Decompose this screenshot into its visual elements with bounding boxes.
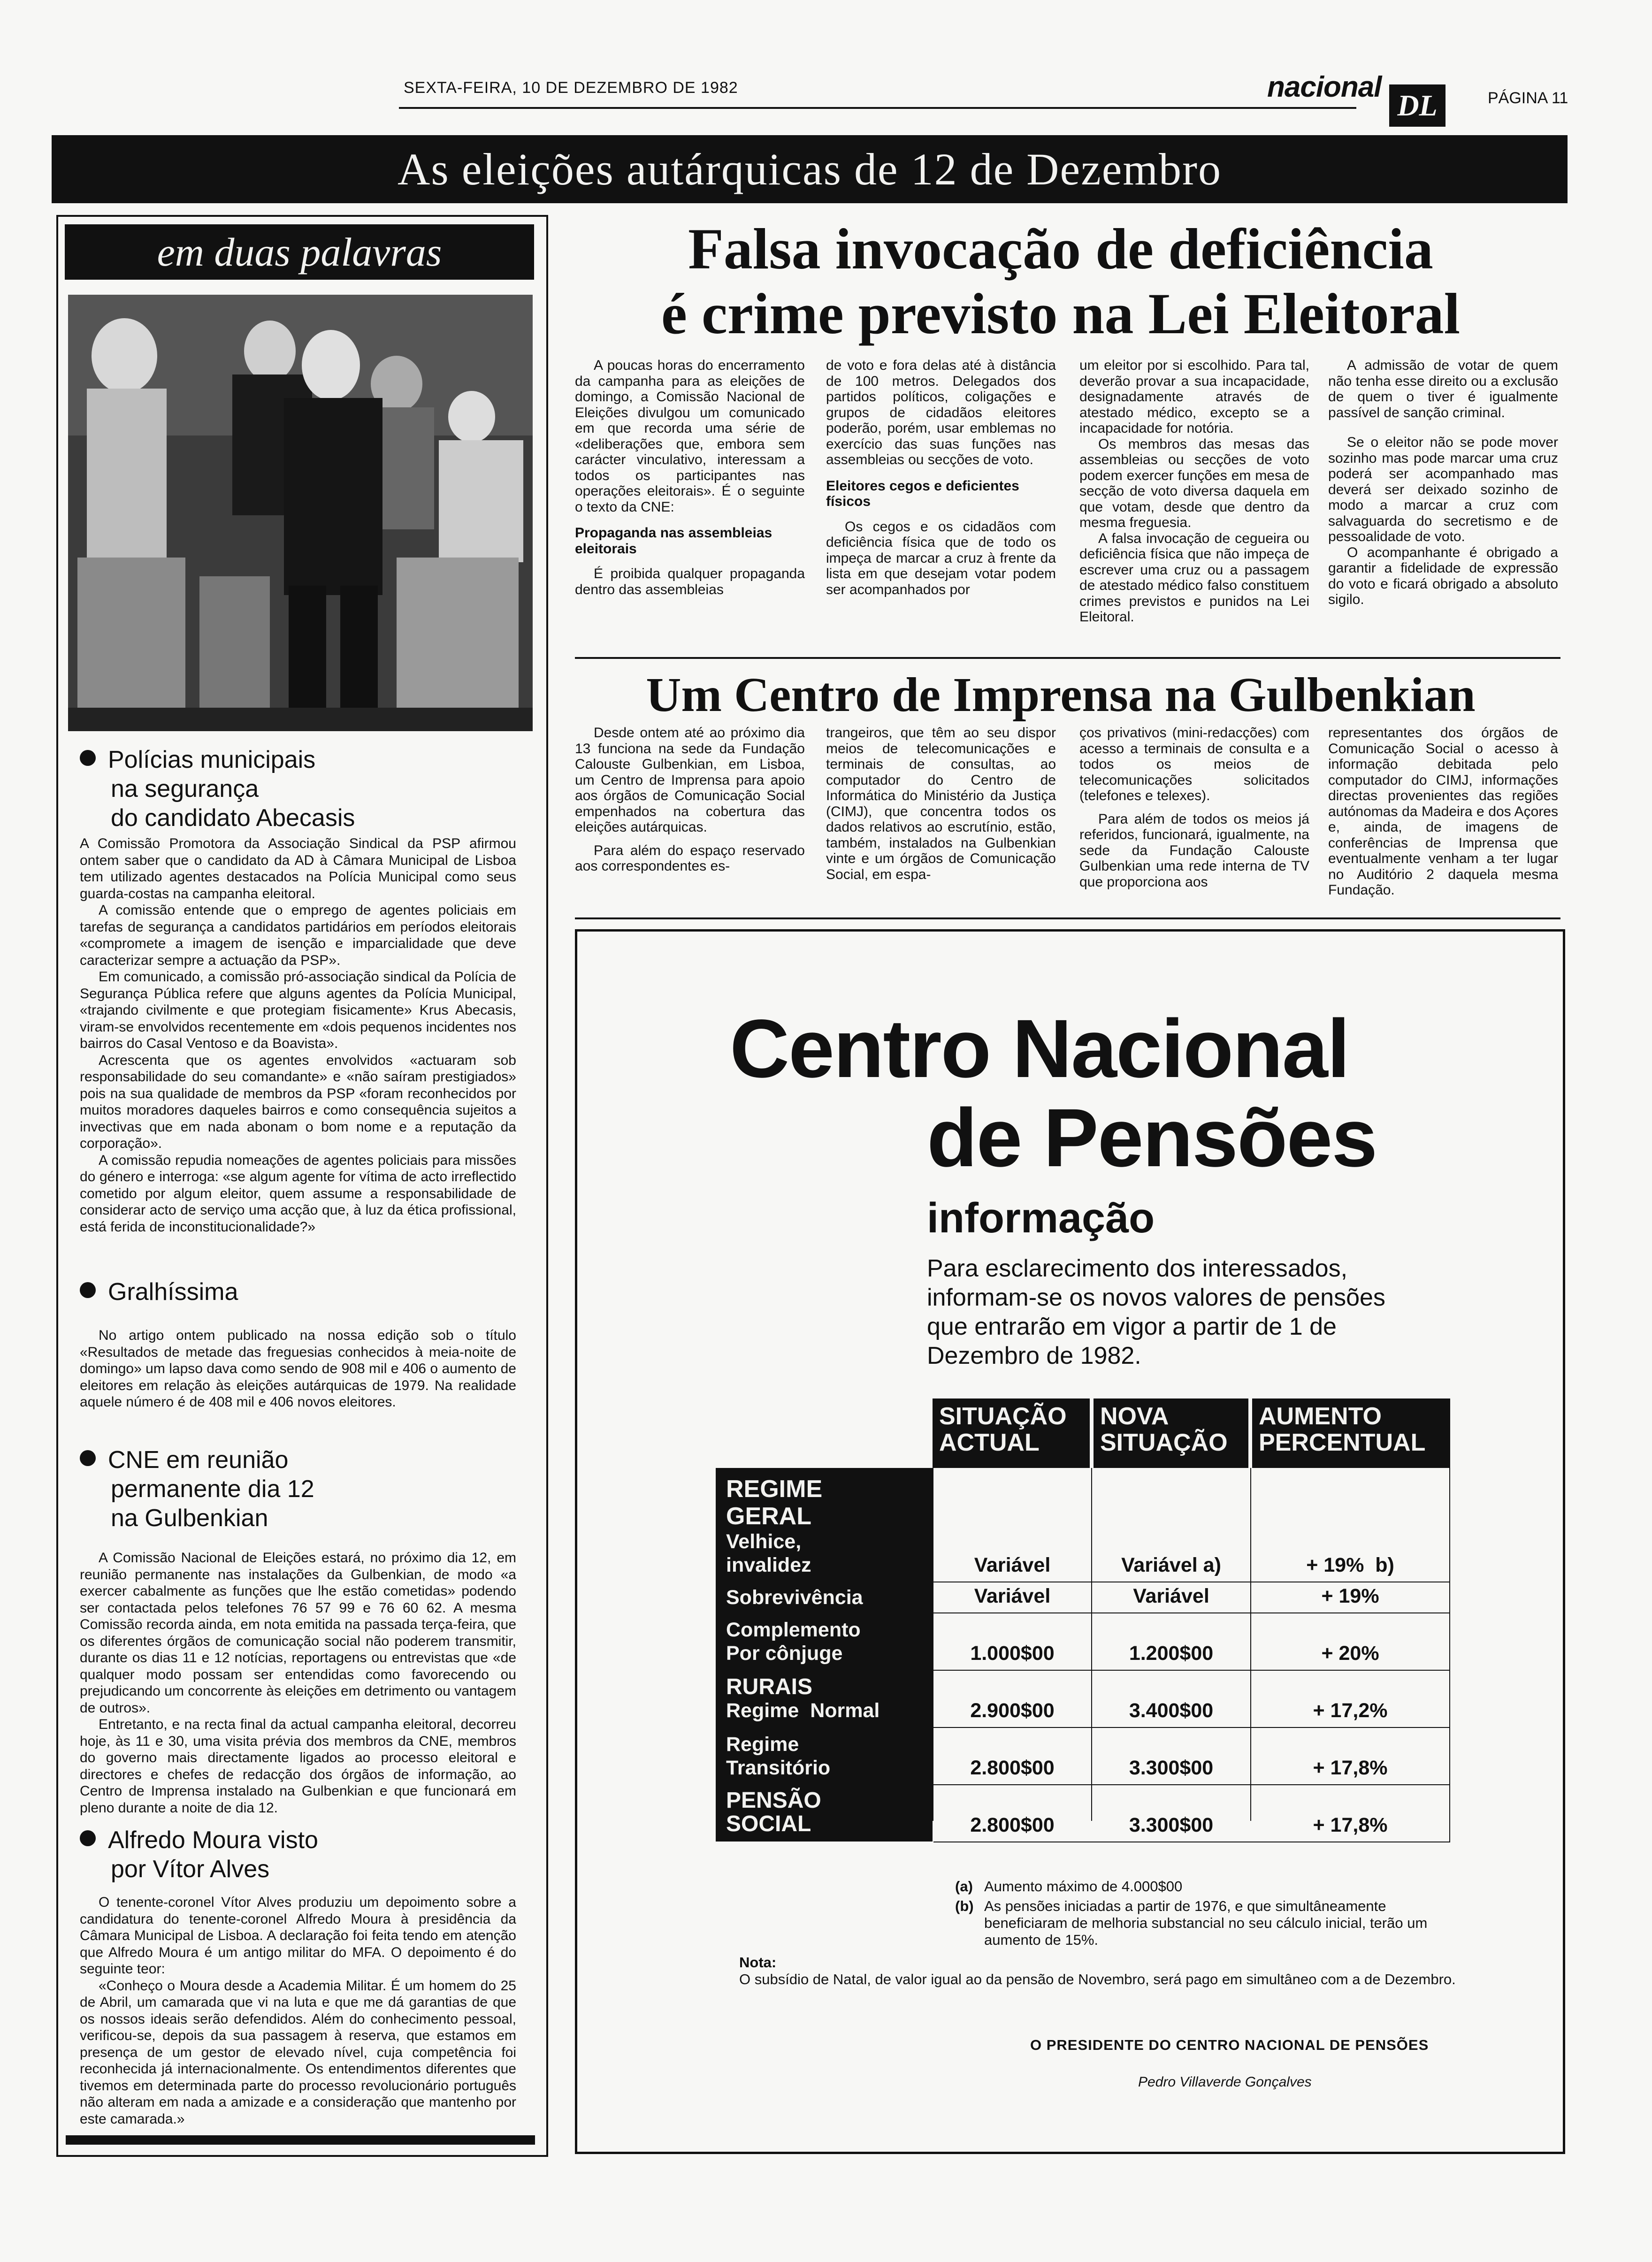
cell-aumento: + 17,8%: [1313, 1757, 1388, 1779]
paragraph: Para além do espaço reservado aos correspondentes es-: [575, 842, 805, 874]
paragraph: Acrescenta que os agentes envolvidos «actuaram sob responsabilidade do seu comandante» e «não saíram prestigiados» pois na sua qualidade de membros da PSP «foram reconhecidos por muitos moradores daqueles bairros e como consequência sujeitos a invectivas que em nada abonam o bom nome e a reputação da corporação».: [80, 1052, 516, 1151]
paragraph: A Comissão Nacional de Eleições estará, no próximo dia 12, em reunião permanente nas instalações da Gulbenkian, de modo «a exercer cabalmente as funções que lhe estão cometidas» podendo ser contactada pelos telefones 76 57 99 e 76 60 62. A mesma Comissão recorda ainda, em nota emitida na passada terça-feira, que os diferentes órgãos de comunicação social não poderem transmitir, durante os dias 11 e 12 notícias, reportagens ou entrevistas que «de qualquer modo possam ser entendidas como favorecendo ou prejudicando um concorrente às eleições em detrimento ou vantagem de outros».: [80, 1550, 516, 1716]
header-rule: [399, 107, 1356, 109]
cell-nova: 3.300$00: [1129, 1814, 1214, 1836]
note-key: (a): [955, 1878, 973, 1895]
ad-title-line2: de Pensões: [927, 1092, 1377, 1184]
cell-actual: 2.900$00: [970, 1699, 1055, 1722]
article2-col1: [575, 725, 805, 874]
ad-intro-line: Dezembro de 1982.: [927, 1342, 1141, 1369]
row-label-line: PENSÃO: [726, 1788, 821, 1813]
row-label-rurais: [716, 1673, 933, 1726]
article1-col4: [1328, 358, 1558, 608]
article-divider: [575, 917, 1560, 919]
paragraph: O acompanhante é obrigado a garantir a fidelidade de expressão do voto e ficará obrigado a absoluto sigilo.: [1328, 544, 1558, 607]
cell-aumento: + 19%: [1321, 1585, 1379, 1607]
row-label-regime-geral: [716, 1473, 933, 1582]
bullet-icon: [80, 750, 96, 766]
cell-aumento: + 17,2%: [1313, 1699, 1388, 1722]
brief-title-alfredo-moura: [80, 1826, 530, 1884]
paragraph: de voto e fora delas até à distância de 100 metros. Delegados dos partidos políticos, coligações e grupos de cidadãos eleitores poderão, porém, usar emblemas no exercício das suas funções nas assembleias ou secções de voto.: [826, 358, 1056, 467]
col-header-nova-situacao: [1094, 1398, 1248, 1468]
brief-title-line: na segurança: [111, 775, 259, 802]
note-text: As pensões iniciadas a partir de 1976, e que simultâneamente beneficiaram de melhoria substancial no seu cálculo inicial, terão um aumento de 15%.: [984, 1898, 1428, 1948]
paragraph: No artigo ontem publicado na nossa edição sob o título «Resultados de metade das freguesias conhecidos à meia-noite de domingo» um lapso dava como sendo de 908 mil e 406 o aumento de eleitores em relação às eleições autárquicas de 1979. Na realidade aquele número é de 408 mil e 406 novos eleitores.: [80, 1328, 516, 1410]
cell-aumento: + 19% b): [1306, 1554, 1394, 1576]
row-label-regime-transitorio: [716, 1730, 933, 1783]
brief-title-line: do candidato Abecasis: [111, 804, 355, 832]
article1-col1: [575, 358, 805, 597]
ad-notes: [955, 1878, 1462, 1949]
paragraph: A comissão repudia nomeações de agentes policiais para missões do género e interroga: «se algum agente for vítima de acto irreflectido cometido por algum eleitor, quem assume a responsabilidade de considerar acto de serviço uma acção que, à luz da ética profissional, está ferida de inconstitucionalidade?»: [80, 1152, 516, 1235]
ad-subtitle: informação: [927, 1195, 1155, 1242]
paragraph: Desde ontem até ao próximo dia 13 funciona na sede da Fundação Calouste Gulbenkian, em Lisboa, um Centro de Imprensa para apoio aos órgãos de Comunicação Social empenhados na cobertura das eleições autárquicas.: [575, 725, 805, 835]
bullet-icon: [80, 1830, 96, 1846]
row-label-line: invalidez: [726, 1554, 811, 1576]
col-header-aumento: [1252, 1398, 1450, 1468]
signature-name: Pedro Villaverde Gonçalves: [1138, 2074, 1312, 2090]
row-label-line: Regime Normal: [726, 1699, 880, 1722]
article1-headline: [563, 217, 1558, 346]
issue-date: SEXTA-FEIRA, 10 DE DEZEMBRO DE 1982: [404, 79, 738, 97]
row-label-complemento: [716, 1615, 933, 1669]
brief-body-alfredo-moura: [80, 1894, 516, 2127]
row-label-line: RURAIS: [726, 1674, 813, 1699]
note-a: [955, 1878, 1462, 1895]
article1-col2: [826, 358, 1056, 597]
article1-col3: [1079, 358, 1309, 625]
note-text: Aumento máximo de 4.000$00: [984, 1878, 1183, 1895]
row-label-line: Por cônjuge: [726, 1642, 843, 1665]
paragraph: Os cegos e os cidadãos com deficiência física que de todo os impeça de marcar a cruz à frente da lista em que desejam votar podem ser acompanhados por: [826, 519, 1056, 597]
paragraph: Para além de todos os meios já referidos, funcionará, igualmente, na sede da Fundação Calouste Gulbenkian uma rede interna de TV que proporciona aos: [1079, 811, 1309, 890]
cell-actual: 2.800$00: [970, 1814, 1055, 1836]
headline-line: é crime previsto na Lei Eleitoral: [661, 282, 1461, 346]
pension-table: [716, 1398, 1450, 2262]
cell-aumento: + 20%: [1321, 1642, 1379, 1665]
signature-title: O PRESIDENTE DO CENTRO NACIONAL DE PENSÕES: [1030, 2037, 1429, 2053]
header-line: NOVA: [1100, 1403, 1169, 1430]
subhead: Eleitores cegos e deficientes físicos: [826, 478, 1019, 509]
brief-title-line: por Vítor Alves: [111, 1856, 270, 1883]
bullet-icon: [80, 1282, 96, 1298]
paragraph: trangeiros, que têm ao seu dispor meios de telecomunicações e terminais de consultas, ao computador do Centro de Informática do Ministério da Justiça (CIMJ), que concentra todos os dados relativos ao escrutínio, estão, também, instalados na Gulbenkian vinte e um órgãos de Comunicação Social, em espa-: [826, 725, 1056, 882]
brief-title-gralhissima: [80, 1277, 530, 1307]
nota-label: Nota:: [739, 1954, 777, 1971]
ad-nota: [739, 1954, 1462, 1988]
row-label-line: SOCIAL: [726, 1811, 811, 1836]
ad-intro: [927, 1254, 1490, 1370]
paragraph: Em comunicado, a comissão pró-associação sindical da Polícia de Segurança Pública refere que alguns agentes da Polícia Municipal, «trajando civilmente e que protegiam fisicamente» Krus Abecasis, viram-se envolvidos recentemente em «dois pequenos incidentes nos bairros do Casal Ventoso e da Boavista».: [80, 969, 516, 1051]
news-photo: [68, 295, 533, 731]
ad-intro-line: Para esclarecimento dos interessados,: [927, 1255, 1348, 1282]
note-key: (b): [955, 1898, 974, 1914]
brief-body-policias: [80, 835, 516, 1235]
ad-intro-line: informam-se os novos valores de pensões: [927, 1284, 1385, 1311]
bullet-icon: [80, 1450, 96, 1466]
cell-nova: 3.400$00: [1129, 1699, 1214, 1722]
row-label-line: REGIME: [726, 1475, 823, 1503]
paragraph: A Comissão Promotora da Associação Sindical da PSP afirmou ontem saber que o candidato da AD à Câmara Municipal de Lisboa tem utilizado agentes destacados na Polícia Municipal como seus guarda-costas na campanha eleitoral.: [80, 836, 516, 902]
note-b: [955, 1898, 1462, 1949]
grid-line: [1449, 1468, 1450, 1842]
header-line: SITUAÇÃO: [1100, 1429, 1228, 1456]
brief-title-line: na Gulbenkian: [111, 1505, 268, 1532]
row-label-line: Sobrevivência: [726, 1586, 863, 1609]
paragraph: Entretanto, e na recta final da actual campanha eleitoral, decorreu hoje, às 11 e 30, uma visita prévia dos membros da CNE, membros do governo mais directamente ligados ao processo eleitoral e directores e chefes de redacção dos órgãos de informação, ao Centro de Imprensa instalado na Gulbenkian e que funcionará em pleno durante a noite de dia 12.: [80, 1717, 516, 1816]
cell-actual: 2.800$00: [970, 1757, 1055, 1779]
sidebar-heading: em duas palavras: [65, 224, 534, 280]
header-line: PERCENTUAL: [1259, 1429, 1426, 1456]
article-divider: [575, 657, 1560, 659]
paragraph: Os membros das mesas das assembleias ou secções de voto podem exercer funções em mesa de secção de voto diversa daquela em que votam, desde que dentro da mesma freguesia.: [1079, 436, 1309, 530]
header-line: SITUAÇÃO: [939, 1403, 1067, 1430]
brief-body-cne: [80, 1550, 516, 1816]
cell-nova: Variável a): [1121, 1554, 1221, 1576]
paragraph: A comissão entende que o emprego de agentes policiais em tarefas de segurança a candidatos partidários em períodos eleitorais «compromete a imagem de isenção e imparcialidade que deve caracterizar sempre a actuação da PSP».: [80, 902, 516, 968]
brief-body-gralhissima: [80, 1327, 516, 1411]
row-label-sobrevivencia: [716, 1583, 933, 1611]
cell-actual: 1.000$00: [970, 1642, 1055, 1665]
brief-title-line: Polícias municipais: [108, 746, 316, 773]
paragraph: A falsa invocação de cegueira ou deficiência física que não impeça de escrever uma cruz ou a passagem de atestado médico falso constituem crimes previstos e punidos na Lei Eleitoral.: [1079, 530, 1309, 625]
article2-headline: Um Centro de Imprensa na Gulbenkian: [646, 668, 1476, 722]
headline-line: Falsa invocação de deficiência: [688, 217, 1433, 281]
paragraph: ços privativos (mini-redacções) com acesso a terminais de consulta e a todos os meios de telecomunicações solicitados (telefones e telexes).: [1079, 725, 1309, 803]
cell-nova: 3.300$00: [1129, 1757, 1214, 1779]
brief-title-line: permanente dia 12: [111, 1475, 314, 1503]
cell-nova: 1.200$00: [1129, 1642, 1214, 1665]
brief-title-line: Gralhíssima: [108, 1278, 238, 1306]
brief-title-cne: [80, 1445, 530, 1533]
paragraph: representantes dos órgãos de Comunicação Social o acesso à informação debitada pelo computador do CIMJ, informações directas provenientes das regiões autónomas da Madeira e dos Açores e, ainda, de imagens de conferências de Imprensa que eventualmente venham a ter lugar no Auditório 2 daquela mesma Fundação.: [1328, 725, 1558, 898]
cell-nova: Variável: [1133, 1585, 1209, 1607]
paragraph: Se o eleitor não se pode mover sozinho mas pode marcar uma cruz poderá ser acompanhado mas deverá ser deixado sozinho de modo a marcar a cruz com salvaguarda do secretismo e de pessoalidade de voto.: [1328, 435, 1558, 544]
row-label-pensao-social: [716, 1786, 933, 1840]
header-line: AUMENTO: [1259, 1403, 1382, 1430]
ad-title-line1: Centro Nacional: [730, 1003, 1349, 1095]
row-label-line: GERAL: [726, 1503, 811, 1530]
sidebar-bottom-bar: [66, 2135, 535, 2145]
paragraph: A admissão de votar de quem não tenha esse direito ou a exclusão de quem o tiver é igualmente passível de sanção criminal.: [1328, 358, 1558, 420]
section-banner: As eleições autárquicas de 12 de Dezembro: [52, 135, 1568, 203]
section-name: nacional: [1267, 71, 1382, 103]
row-label-line: Complemento: [726, 1619, 861, 1641]
brief-title-policias: [80, 745, 530, 833]
paragraph: A poucas horas do encerramento da campanha para as eleições de domingo, a Comissão Nacional de Eleições divulgou um comunicado em que recorda uma série de «deliberações que, embora sem carácter vinculativo, interessam a todos os participantes nas operações eleitorais». É o seguinte o texto da CNE:: [575, 358, 805, 515]
paragraph: «Conheço o Moura desde a Academia Militar. É um homem do 25 de Abril, um camarada que vi na luta e que me dá garantias de que os nossos ideais serão defendidos. Além do conhecimento pessoal, verificou-se, depois da sua passagem à reserva, que estamos em presença de um gestor de elevado nível, cuja competência foi reconhecida já internacionalmente. Os entendimentos diferentes que tivemos em determinada parte do processo revolucionário português não alteram em nada a amizade e a consideração que mantenho por este camarada.»: [80, 1978, 516, 2127]
col-header-situacao-actual: [933, 1398, 1090, 1468]
page-number: PÁGINA 11: [1488, 89, 1568, 107]
article2-col3: [1079, 725, 1309, 890]
brief-title-line: CNE em reunião: [108, 1446, 289, 1474]
photo-illustration: [68, 295, 533, 731]
nota-text: O subsídio de Natal, de valor igual ao da pensão de Novembro, será pago em simultâneo com a de Dezembro.: [739, 1971, 1456, 1987]
row-label-line: Transitório: [726, 1757, 831, 1779]
cell-actual: Variável: [974, 1554, 1051, 1576]
header-line: ACTUAL: [939, 1429, 1040, 1456]
article2-col2: [826, 725, 1056, 882]
cell-actual: Variável: [974, 1585, 1051, 1607]
paper-logo: DL: [1389, 84, 1446, 127]
paragraph: O tenente-coronel Vítor Alves produziu um depoimento sobre a candidatura do tenente-coronel Alfredo Moura à presidência da Câmara Municipal de Lisboa. A declaração foi feita tendo em atenção que Alfredo Moura é um antigo militar do MFA. O depoimento é do seguinte teor:: [80, 1895, 516, 1977]
row-label-line: Velhice,: [726, 1530, 802, 1553]
article2-col4: [1328, 725, 1558, 898]
cell-aumento: + 17,8%: [1313, 1814, 1388, 1836]
paragraph: um eleitor por si escolhido. Para tal, deverão provar a sua incapacidade, designadamente através de atestado médico, excepto se a incapacidade for notória.: [1079, 358, 1309, 436]
subhead: Propaganda nas assembleias eleitorais: [575, 525, 772, 557]
brief-title-line: Alfredo Moura visto: [108, 1826, 318, 1854]
paragraph: É proibida qualquer propaganda dentro das assembleias: [575, 566, 805, 597]
ad-intro-line: que entrarão em vigor a partir de 1 de: [927, 1313, 1337, 1340]
row-label-line: Regime: [726, 1733, 799, 1756]
